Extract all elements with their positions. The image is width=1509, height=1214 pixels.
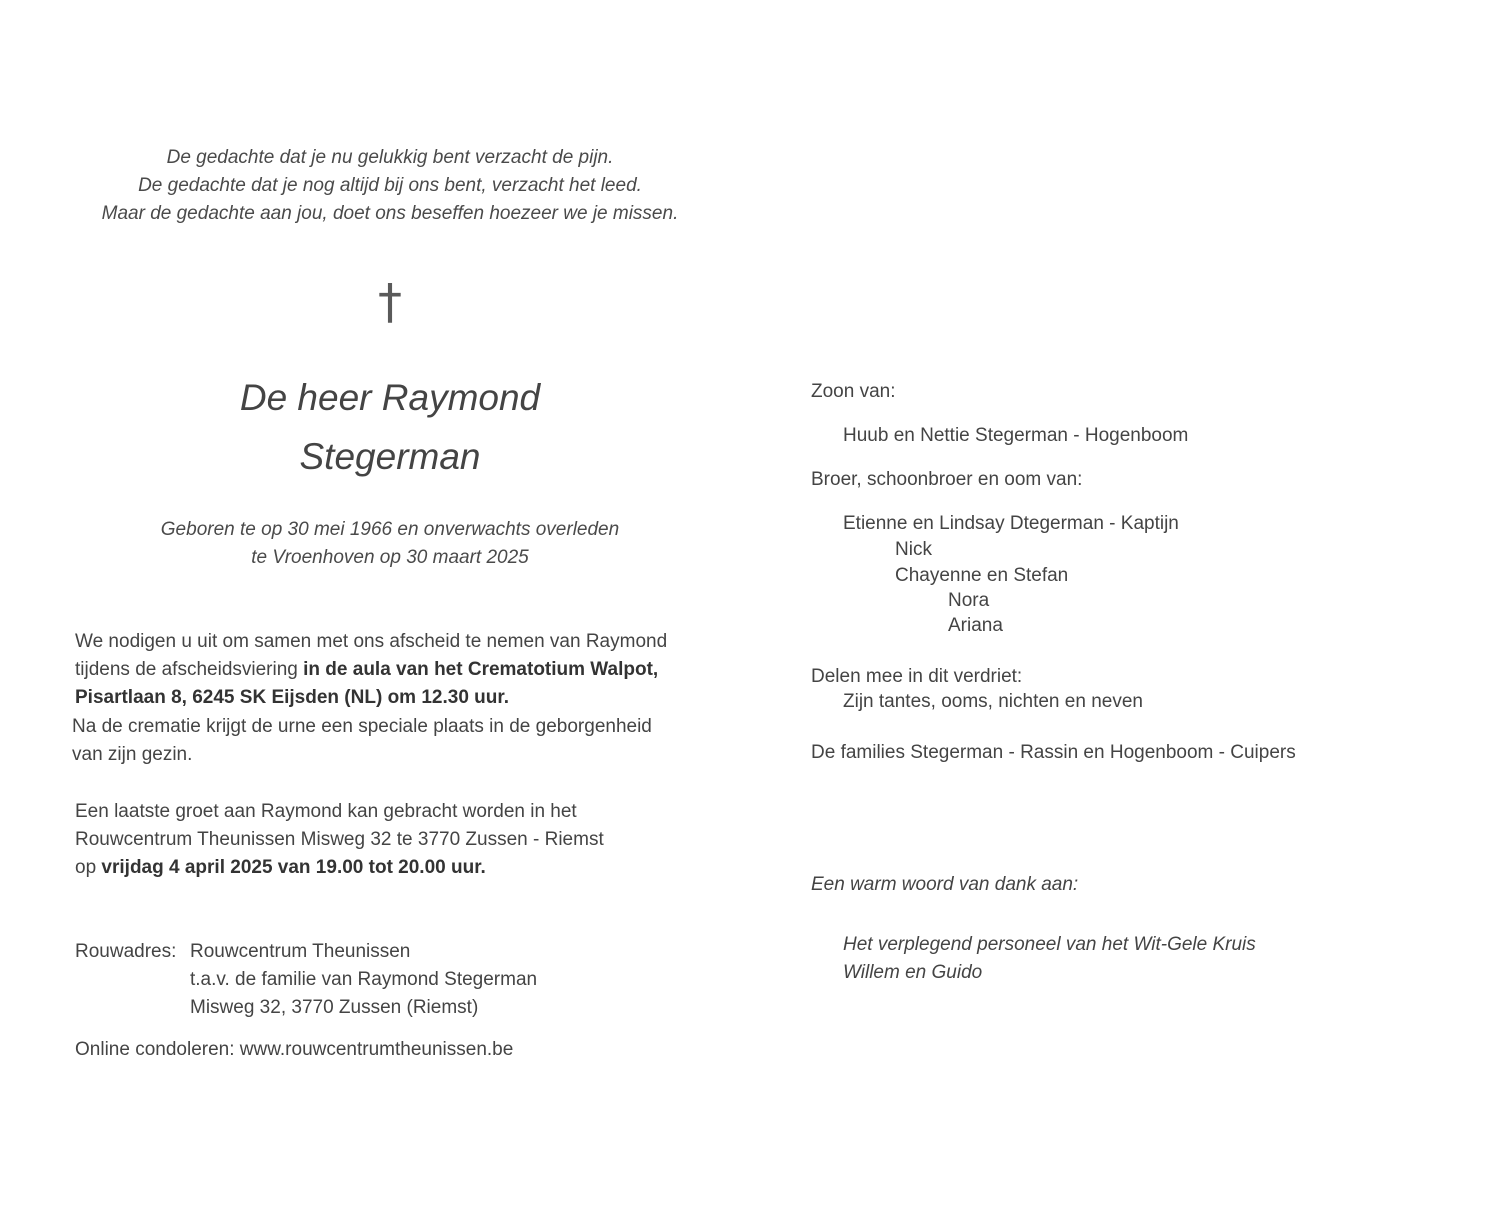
ceremony-location: in de aula van het Crematotium Walpot, bbox=[303, 659, 659, 680]
birth-death-info bbox=[90, 516, 690, 572]
farewell-date: vrijdag 4 april 2025 van 19.00 tot 20.00 uur. bbox=[101, 857, 486, 878]
grandchild: Nora bbox=[948, 590, 990, 611]
son-of-label: Zoon van: bbox=[811, 381, 896, 402]
farewell-line-1: Een laatste groet aan Raymond kan gebracht worden in het bbox=[75, 801, 577, 822]
thanks-line-1: Het verplegend personeel van het Wit-Gele Kruis bbox=[843, 934, 1256, 955]
address-line-1: Rouwcentrum Theunissen bbox=[190, 941, 411, 962]
deceased-name bbox=[90, 368, 690, 486]
address-label: Rouwadres: bbox=[75, 941, 177, 962]
birth-line-1: Geboren te op 30 mei 1966 en onverwachts overleden bbox=[160, 519, 620, 540]
ceremony-line-2 bbox=[75, 656, 658, 684]
parents: Huub en Nettie Stegerman - Hogenboom bbox=[843, 425, 1189, 446]
sibling: Etienne en Lindsay Dtegerman - Kaptijn bbox=[843, 513, 1179, 534]
thanks-line-2: Willem en Guido bbox=[843, 962, 983, 983]
families: De families Stegerman - Rassin en Hogenboom - Cuipers bbox=[811, 742, 1296, 763]
address-line-3: Misweg 32, 3770 Zussen (Riemst) bbox=[190, 997, 479, 1018]
poem bbox=[60, 144, 720, 228]
grandchild: Ariana bbox=[948, 615, 1003, 636]
birth-line-2: te Vroenhoven op 30 maart 2025 bbox=[251, 547, 529, 568]
brother-label: Broer, schoonbroer en oom van: bbox=[811, 469, 1083, 490]
ceremony-text: tijdens de afscheidsviering bbox=[75, 659, 304, 680]
share-label: Delen mee in dit verdriet: bbox=[811, 666, 1023, 687]
ceremony-line-3 bbox=[75, 684, 509, 712]
poem-line: Maar de gedachte aan jou, doet ons beseffen hoezeer we je missen. bbox=[101, 203, 679, 224]
name-line-2: Stegerman bbox=[299, 436, 481, 477]
online-condolence: Online condoleren: www.rouwcentrumtheunissen.be bbox=[75, 1039, 514, 1060]
farewell-line-2: Rouwcentrum Theunissen Misweg 32 te 3770 Zussen - Riemst bbox=[75, 829, 604, 850]
farewell-line-3 bbox=[75, 854, 486, 882]
ceremony-line-5: van zijn gezin. bbox=[72, 744, 193, 765]
name-line-1: De heer Raymond bbox=[239, 377, 541, 418]
relatives: Zijn tantes, ooms, nichten en neven bbox=[843, 691, 1143, 712]
thanks-label: Een warm woord van dank aan: bbox=[811, 874, 1079, 895]
poem-line: De gedachte dat je nog altijd bij ons bent, verzacht het leed. bbox=[138, 175, 642, 196]
ceremony-line-1: We nodigen u uit om samen met ons afscheid te nemen van Raymond bbox=[75, 631, 668, 652]
child: Chayenne en Stefan bbox=[895, 565, 1069, 586]
ceremony-address: Pisartlaan 8, 6245 SK Eijsden (NL) om 12.30 uur. bbox=[75, 687, 510, 708]
farewell-text: op bbox=[75, 857, 102, 878]
cross-icon: † bbox=[378, 274, 402, 330]
ceremony-line-4: Na de crematie krijgt de urne een speciale plaats in de geborgenheid bbox=[72, 716, 652, 737]
address-line-2: t.a.v. de familie van Raymond Stegerman bbox=[190, 969, 538, 990]
poem-line: De gedachte dat je nu gelukkig bent verzacht de pijn. bbox=[166, 147, 614, 168]
child: Nick bbox=[895, 539, 932, 560]
